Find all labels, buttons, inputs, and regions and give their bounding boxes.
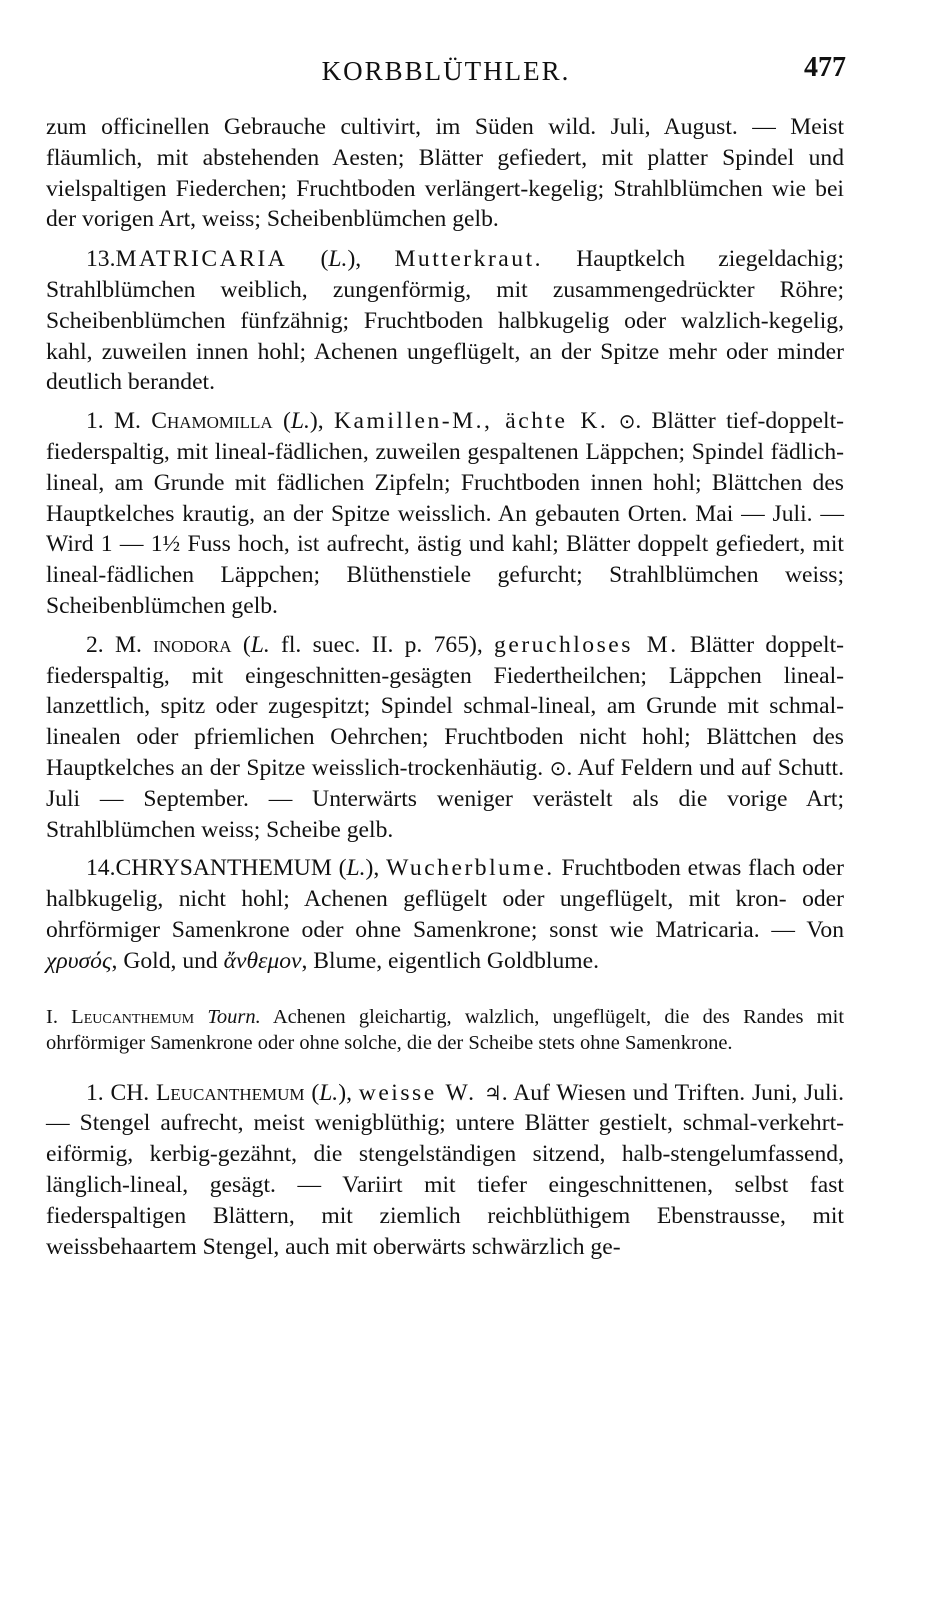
body-text (46, 112, 844, 1262)
section-note-leucanthemum (46, 1004, 844, 1056)
common-name: Kamillen-M., (334, 408, 493, 435)
description: Achenen gleichartig, walzlich, ungeflügelt, die des Randes mit ohrförmiger Samenkrone oder ohne solche, die der Scheibe stets ohne Samenkrone. (46, 1005, 845, 1054)
paren-close: ), (309, 408, 334, 435)
genus-entry-matricaria (46, 244, 844, 398)
paren-open: ( (287, 246, 329, 273)
genus-entry-chrysanthemum (46, 853, 844, 976)
species-name: inodora (153, 631, 232, 658)
common-name: Wucherblume. (386, 855, 555, 882)
species-entry-chamomilla (46, 406, 844, 622)
entry-number: 1. CH. (86, 1079, 156, 1106)
genus-name: MATRICARIA (115, 246, 288, 273)
common-name-alt: ächte K. (492, 408, 609, 435)
section-name: Leucanthemum (71, 1005, 195, 1028)
author-abbrev: L. (346, 855, 366, 882)
section-number: I. (46, 1005, 72, 1028)
page-header (46, 52, 846, 92)
paren-open: ( (304, 1079, 320, 1106)
description: Hauptkelch ziegeldachig; Strahlblümchen weiblich, zungenförmig, mit zusammengedrückter Röhre; Scheibenblümchen fünfzähnig; Fruchtboden halbkugelig oder walzlich-kegelig, kahl, zuweilen innen hohl; Achenen ungeflügelt, an der Spitze mehr oder minder deutlich berandet. (46, 246, 844, 396)
description: Fruchtboden etwas flach oder halbkugelig, nicht hohl; Achenen geflügelt oder ungeflügelt, mit kron- oder ohrförmiger Samenkrone oder ohne Samenkrone; sonst wie Matricaria. — Von (46, 855, 844, 943)
genus-name: CHRYSANTHEMUM (115, 855, 332, 882)
perennial-symbol-icon: ♃ (476, 1080, 502, 1105)
description-end: , Blume, eigentlich Goldblume. (301, 947, 599, 974)
author-abbrev: L. (328, 246, 348, 273)
species-name: Leucanthemum (155, 1079, 305, 1106)
author-abbrev: L. (250, 631, 270, 658)
paren-open: ( (272, 408, 291, 435)
author-abbrev: L. (319, 1079, 339, 1106)
author-abbrev: L. (290, 408, 310, 435)
running-title: KORBBLÜTHLER. (321, 56, 571, 86)
annual-symbol-icon: ⊙ (549, 755, 567, 780)
paragraph-text: zum officinellen Gebrauche cultivirt, im Süden wild. Juli, August. — Meist fläumlich, mit abstehenden Aesten; Blätter gefiedert, mit platter Spindel und vielspaltigen Fiederchen; Fruchtboden verlängert-kegelig; Strahlblümchen wie bei der vorigen Art, weiss; Scheibenblümchen gelb. (46, 114, 844, 233)
author-reference: fl. suec. II. p. 765 (269, 631, 469, 658)
description: Blätter doppelt-fiederspaltig, mit eingeschnitten-gesägten Fiedertheilchen; Läppchen lineal-lanzettlich, spitz oder zugespitzt; Spindel schmal-lineal, am Grunde mit schmal-linealen oder pfriemlichen Oehrchen; Fruchtboden nicht hohl; Blättchen des Hauptkelches an der Spitze weisslich-trockenhäutig. (46, 631, 844, 781)
paren-close: ), (365, 855, 387, 882)
description: . Auf Wiesen und Triften. Juni, Juli. — Stengel aufrecht, meist wenigblüthig; untere Blätter gestielt, schmal-verkehrt-eiförmig, kerbig-gezähnt, die stengelständigen sitzend, halb-stengelumfassend, länglich-lineal, gesägt. — Variirt mit tiefer eingeschnittenen, selbst fast fiederspaltigen Blättern, mit ziemlich reichblüthigem Ebenstrausse, mit weissbehaartem Stengel, auch mit oberwärts schwärzlich ge- (46, 1079, 845, 1260)
greek-word-gold: χρυσός (46, 947, 112, 974)
common-name: geruchloses M. (494, 631, 679, 658)
description: . Blätter tief-doppelt-fiederspaltig, mit lineal-fädlichen, zuweilen gespaltenen Läppchen; Spindel fädlich-lineal, am Grunde mit fädlichen Zipfeln; Fruchtboden innen hohl; Blättchen des Hauptkelches krautig, an der Spitze weisslich. An gebauten Orten. Mai — Juli. — Wird 1 — 1½ Fuss hoch, ist aufrecht, ästig und kahl; Blätter doppelt gefiedert, mit lineal-fädlichen Läppchen; Blüthenstiele gefurcht; Strahlblümchen weiss; Scheibenblümchen gelb. (46, 408, 844, 619)
entry-number: 1. M. (86, 408, 152, 435)
annual-symbol-icon: ⊙ (618, 409, 636, 434)
common-name: Mutterkraut. (394, 246, 544, 273)
entry-number: 2. M. (86, 631, 154, 658)
paren-open: ( (231, 631, 251, 658)
species-entry-leucanthemum (46, 1078, 844, 1263)
paren-close: ), (347, 246, 395, 273)
paren-close: ), (469, 631, 495, 658)
description-cont: . Auf Feldern und auf Schutt. Juli — September. — Unterwärts weniger verästelt als die vorige Art; Strahlblümchen weiss; Scheibe gelb. (46, 754, 844, 843)
common-name: weisse W. (358, 1079, 477, 1106)
description-mid: , Gold, und (111, 947, 224, 974)
species-entry-inodora (46, 630, 844, 846)
species-name: Chamomilla (151, 408, 273, 435)
paren-open: ( (331, 855, 347, 882)
paragraph-continuation (46, 112, 844, 235)
entry-number: 14. (86, 855, 116, 882)
page-number: 477 (804, 52, 846, 83)
entry-number: 13. (86, 246, 116, 273)
greek-word-flower: ἄνθεμον (223, 947, 302, 974)
author-abbrev: Tourn. (207, 1005, 261, 1028)
paren-close: ), (338, 1079, 359, 1106)
